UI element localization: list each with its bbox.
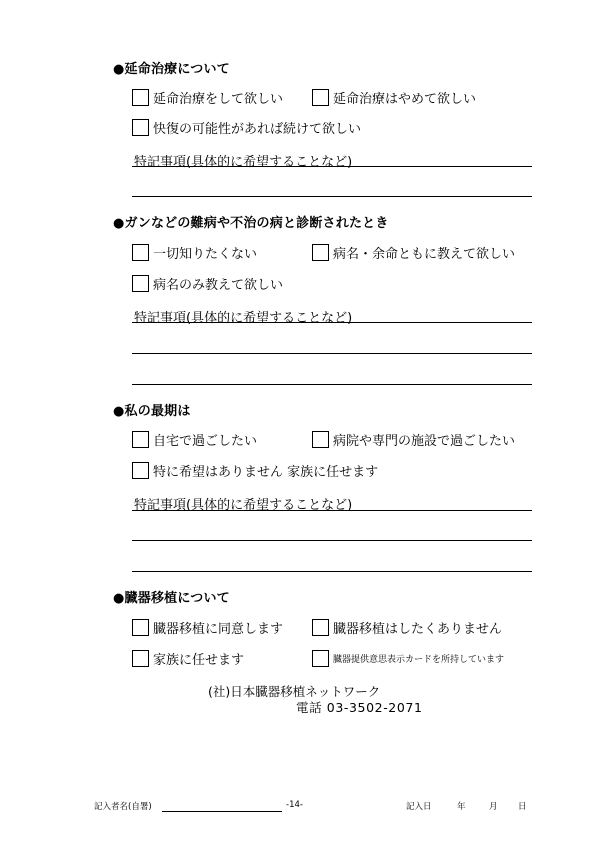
option-label: 延命治療をして欲しい bbox=[153, 91, 284, 107]
option-stay-at-facility[interactable] bbox=[312, 430, 515, 448]
option-label: 延命治療はやめて欲しい bbox=[333, 91, 477, 107]
checkbox[interactable] bbox=[132, 275, 149, 292]
date-day: 日 bbox=[518, 802, 527, 812]
option-label: 家族に任せます bbox=[153, 652, 245, 668]
checkbox[interactable] bbox=[132, 119, 149, 136]
writer-name-line[interactable] bbox=[162, 811, 282, 812]
option-refuse-organ-transplant[interactable] bbox=[312, 618, 502, 636]
section-heading-serious-illness: ●ガンなどの難病や不治の病と診断されたとき bbox=[113, 216, 389, 231]
notes-line[interactable] bbox=[132, 166, 532, 167]
notes-line[interactable] bbox=[132, 196, 532, 197]
option-leave-to-family-transplant[interactable] bbox=[132, 649, 244, 667]
checkbox[interactable] bbox=[132, 462, 149, 479]
option-consent-organ-transplant[interactable] bbox=[132, 618, 283, 636]
checkbox[interactable] bbox=[312, 650, 329, 667]
option-label: 特に希望はありません 家族に任せます bbox=[153, 464, 379, 480]
option-label: 一切知りたくない bbox=[153, 246, 258, 262]
section-heading-end-of-life: ●私の最期は bbox=[113, 404, 191, 419]
section-heading-organ-transplant: ●臓器移植について bbox=[113, 591, 230, 606]
option-want-life-prolonging[interactable] bbox=[132, 88, 283, 106]
date-year: 年 bbox=[457, 802, 466, 812]
option-label: 臓器提供意思表示カードを所持しています bbox=[333, 654, 505, 665]
option-stay-at-home[interactable] bbox=[132, 430, 257, 448]
option-label: 臓器移植に同意します bbox=[153, 621, 284, 637]
page-number: -14- bbox=[286, 800, 303, 810]
checkbox[interactable] bbox=[132, 619, 149, 636]
option-label: 自宅で過ごしたい bbox=[153, 433, 258, 449]
writer-name-label: 記入者名(自署) bbox=[94, 802, 152, 812]
checkbox[interactable] bbox=[312, 89, 329, 106]
option-leave-to-family[interactable] bbox=[132, 461, 378, 479]
checkbox[interactable] bbox=[132, 431, 149, 448]
option-have-donor-card[interactable] bbox=[312, 649, 504, 667]
notes-line[interactable] bbox=[132, 540, 532, 541]
notes-line[interactable] bbox=[132, 384, 532, 385]
option-tell-diagnosis-and-prognosis[interactable] bbox=[312, 243, 515, 261]
checkbox[interactable] bbox=[132, 89, 149, 106]
checkbox[interactable] bbox=[132, 244, 149, 261]
organization-phone: 電話 03-3502-2071 bbox=[296, 700, 423, 715]
notes-line[interactable] bbox=[132, 510, 532, 511]
option-label: 病名・余命ともに教えて欲しい bbox=[333, 246, 516, 262]
checkbox[interactable] bbox=[312, 244, 329, 261]
checkbox[interactable] bbox=[312, 431, 329, 448]
option-label: 臓器移植はしたくありません bbox=[333, 621, 503, 637]
organization-name: (社)日本臓器移植ネットワーク bbox=[208, 684, 381, 699]
notes-label: 特記事項(具体的に希望することなど) bbox=[134, 498, 353, 513]
notes-line[interactable] bbox=[132, 322, 532, 323]
section-heading-life-prolonging: ●延命治療について bbox=[113, 62, 230, 77]
notes-label: 特記事項(具体的に希望することなど) bbox=[134, 155, 353, 170]
notes-line[interactable] bbox=[132, 353, 532, 354]
option-do-not-want-to-know[interactable] bbox=[132, 243, 257, 261]
option-stop-life-prolonging[interactable] bbox=[312, 88, 476, 106]
date-month: 月 bbox=[489, 802, 498, 812]
option-continue-if-recoverable[interactable] bbox=[132, 118, 361, 136]
option-tell-diagnosis-only[interactable] bbox=[132, 274, 283, 292]
checkbox[interactable] bbox=[312, 619, 329, 636]
option-label: 快復の可能性があれば続けて欲しい bbox=[153, 121, 362, 137]
option-label: 病名のみ教えて欲しい bbox=[153, 277, 284, 293]
checkbox[interactable] bbox=[132, 650, 149, 667]
option-label: 病院や専門の施設で過ごしたい bbox=[333, 433, 516, 449]
notes-label: 特記事項(具体的に希望することなど) bbox=[134, 311, 353, 326]
date-label: 記入日 bbox=[406, 802, 432, 812]
notes-line[interactable] bbox=[132, 571, 532, 572]
